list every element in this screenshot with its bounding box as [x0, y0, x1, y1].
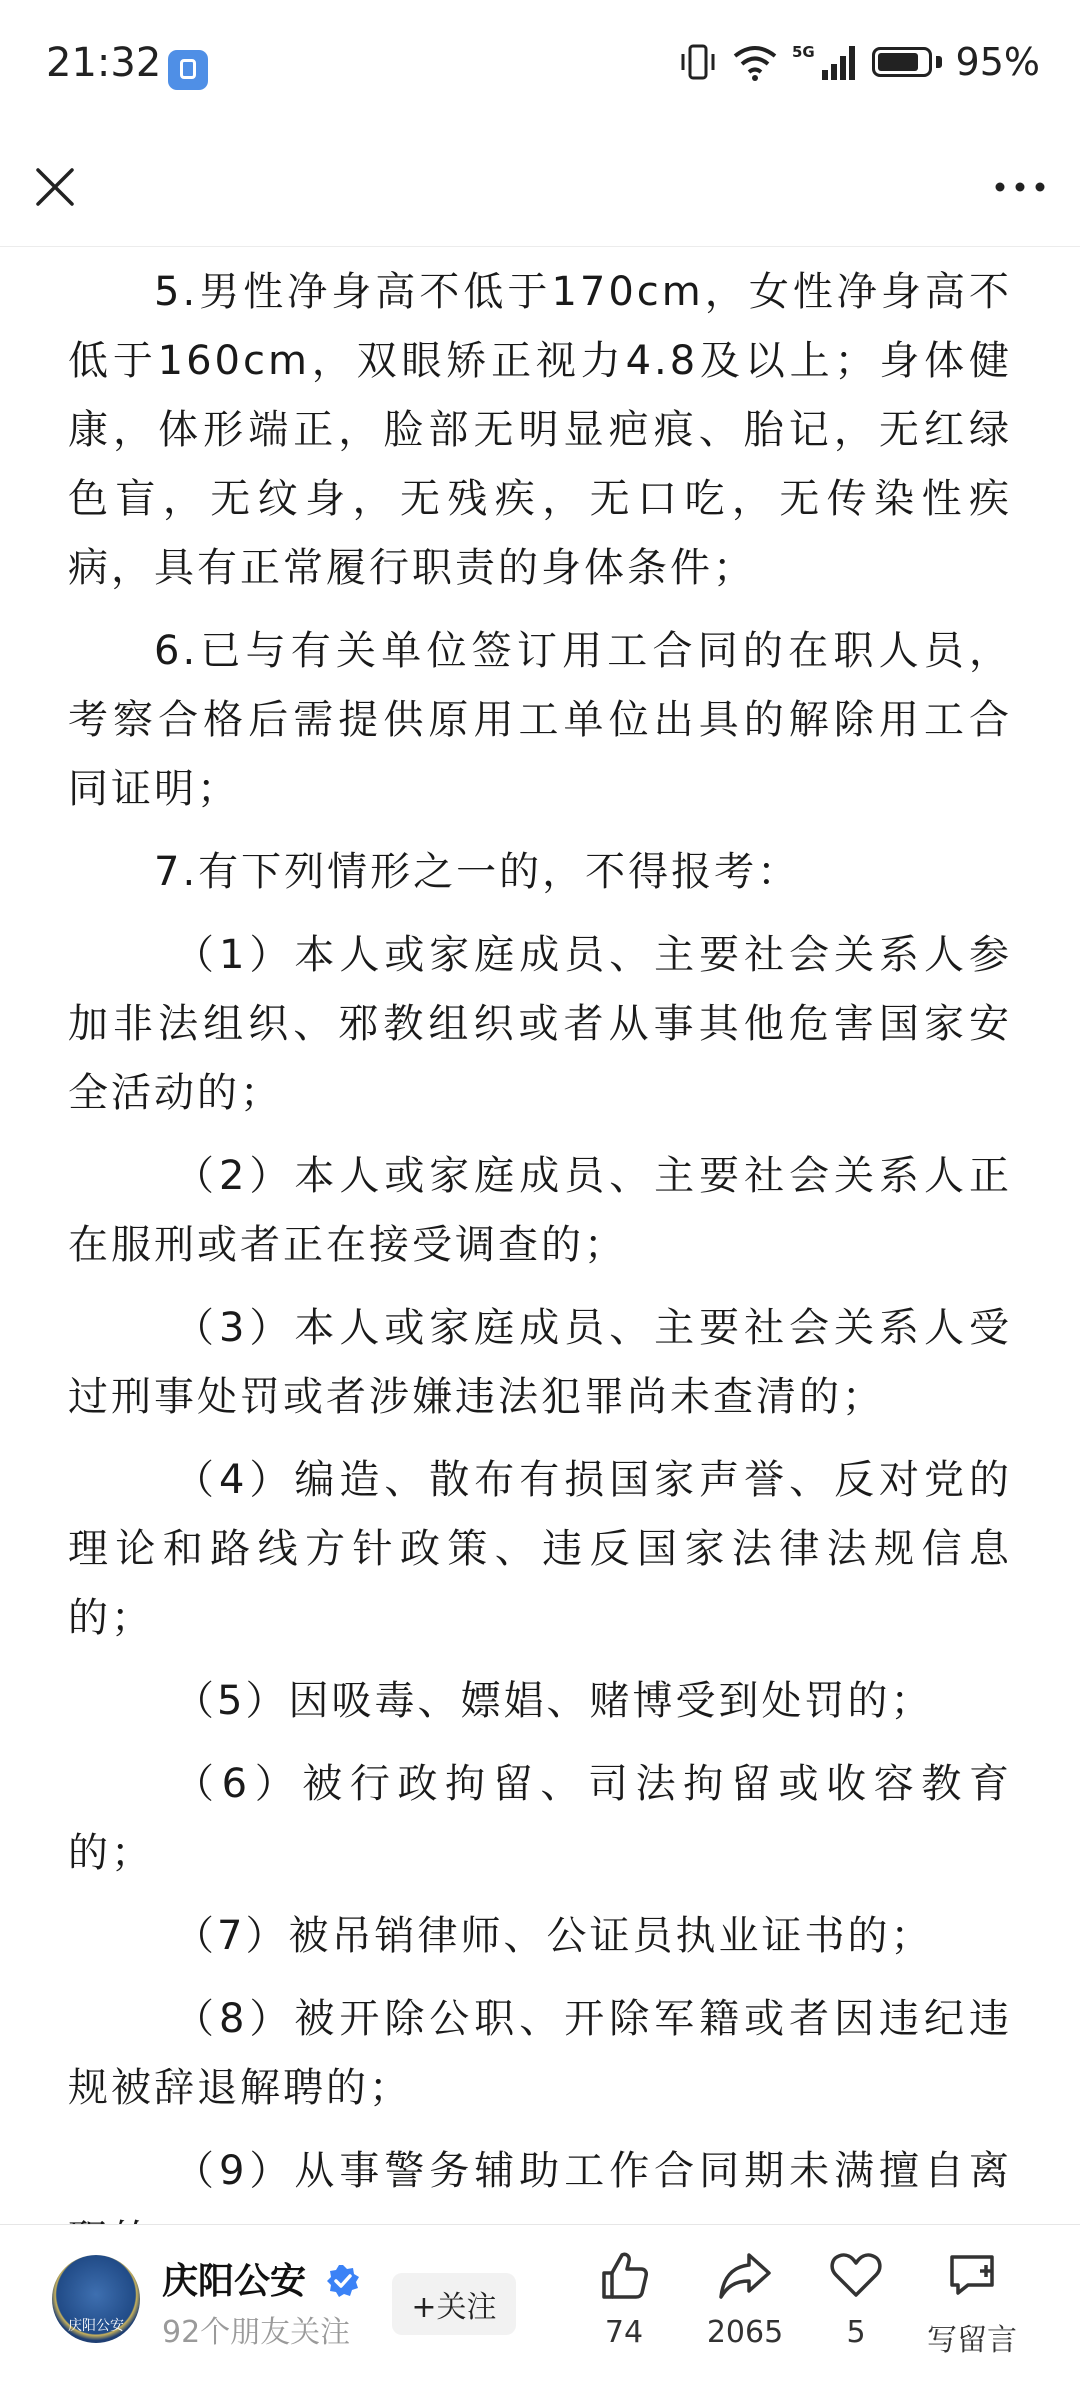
- signal-icon: [792, 42, 858, 82]
- bottom-action-bar: [0, 2224, 1080, 2388]
- article-paragraph: （4）编造、散布有损国家声誉、反对党的理论和路线方针政策、违反国家法律法规信息的；: [68, 1457, 1012, 1641]
- favorite-count: 5: [846, 2315, 866, 2350]
- article-paragraph: （1）本人或家庭成员、主要社会关系人参加非法组织、邪教组织或者从事其他危害国家安全活动的；: [68, 932, 1012, 1116]
- article-paragraph: （3）本人或家庭成员、主要社会关系人受过刑事处罚或者涉嫌违法犯罪尚未查清的；: [68, 1305, 1012, 1420]
- battery-level-fill: [878, 53, 918, 71]
- article-paragraph: （5）因吸毒、嫖娼、赌博受到处罚的；: [174, 1678, 934, 1724]
- article-paragraph: （2）本人或家庭成员、主要社会关系人正在服刑或者正在接受调查的；: [68, 1153, 1012, 1268]
- write-comment-label: 写留言: [927, 2323, 1017, 2358]
- thumbs-up-icon: [596, 2247, 652, 2303]
- article-paragraph: （9）从事警务辅助工作合同期未满擅自离: [174, 2148, 1012, 2194]
- follow-button[interactable]: +关注: [392, 2273, 516, 2335]
- avatar[interactable]: [52, 2255, 140, 2343]
- favorite-button[interactable]: [812, 2247, 900, 2350]
- status-time: 21:32: [46, 40, 162, 86]
- article-paragraph: （8）被开除公职、开除军籍或者因违纪违规被辞退解聘的；: [68, 1996, 1012, 2111]
- vibrate-icon: [678, 42, 718, 82]
- comment-icon: [944, 2247, 1000, 2303]
- share-button[interactable]: [690, 2247, 800, 2350]
- wifi-icon: [732, 42, 778, 82]
- write-comment-button[interactable]: [912, 2247, 1032, 2359]
- status-icons: [678, 40, 1040, 84]
- more-horizontal-icon[interactable]: [990, 172, 1050, 202]
- followers-count: 92个朋友关注: [162, 2315, 351, 2350]
- status-bar: [0, 0, 1080, 140]
- avatar-text: 庆阳公安: [68, 2318, 124, 2334]
- battery-percent: 95%: [955, 40, 1040, 84]
- verified-icon: [325, 2263, 361, 2299]
- heart-icon: [828, 2247, 884, 2303]
- like-count: 74: [604, 2315, 644, 2350]
- article-body: [68, 258, 1012, 2289]
- account-name[interactable]: 庆阳公安: [162, 2261, 307, 2302]
- share-icon: [717, 2247, 773, 2303]
- article-paragraph: 6.已与有关单位签订用工合同的在职人员，考察合格后需提供原用工单位出具的解除用工合同证明；: [68, 628, 1012, 812]
- top-bar: [0, 140, 1080, 247]
- share-count: 2065: [706, 2315, 784, 2350]
- battery-icon: [872, 45, 942, 79]
- article-paragraph: （7）被吊销律师、公证员执业证书的；: [174, 1913, 934, 1959]
- article-paragraph: 5.男性净身高不低于170cm，女性净身高不低于160cm，双眼矫正视力4.8及以上；身体健康，体形端正，脸部无明显疤痕、胎记，无红绿色盲，无纹身，无残疾，无口吃，无传染性疾病，具有正常履行职责的身体条件；: [68, 269, 1012, 591]
- close-icon[interactable]: [30, 162, 80, 212]
- like-button[interactable]: [580, 2247, 668, 2350]
- article-paragraph: 7.有下列情形之一的，不得报考：: [154, 849, 801, 895]
- notification-app-icon: [168, 50, 208, 90]
- article-paragraph: （6）被行政拘留、司法拘留或收容教育的；: [68, 1761, 1012, 1876]
- network-type-label: 5G: [791, 43, 815, 61]
